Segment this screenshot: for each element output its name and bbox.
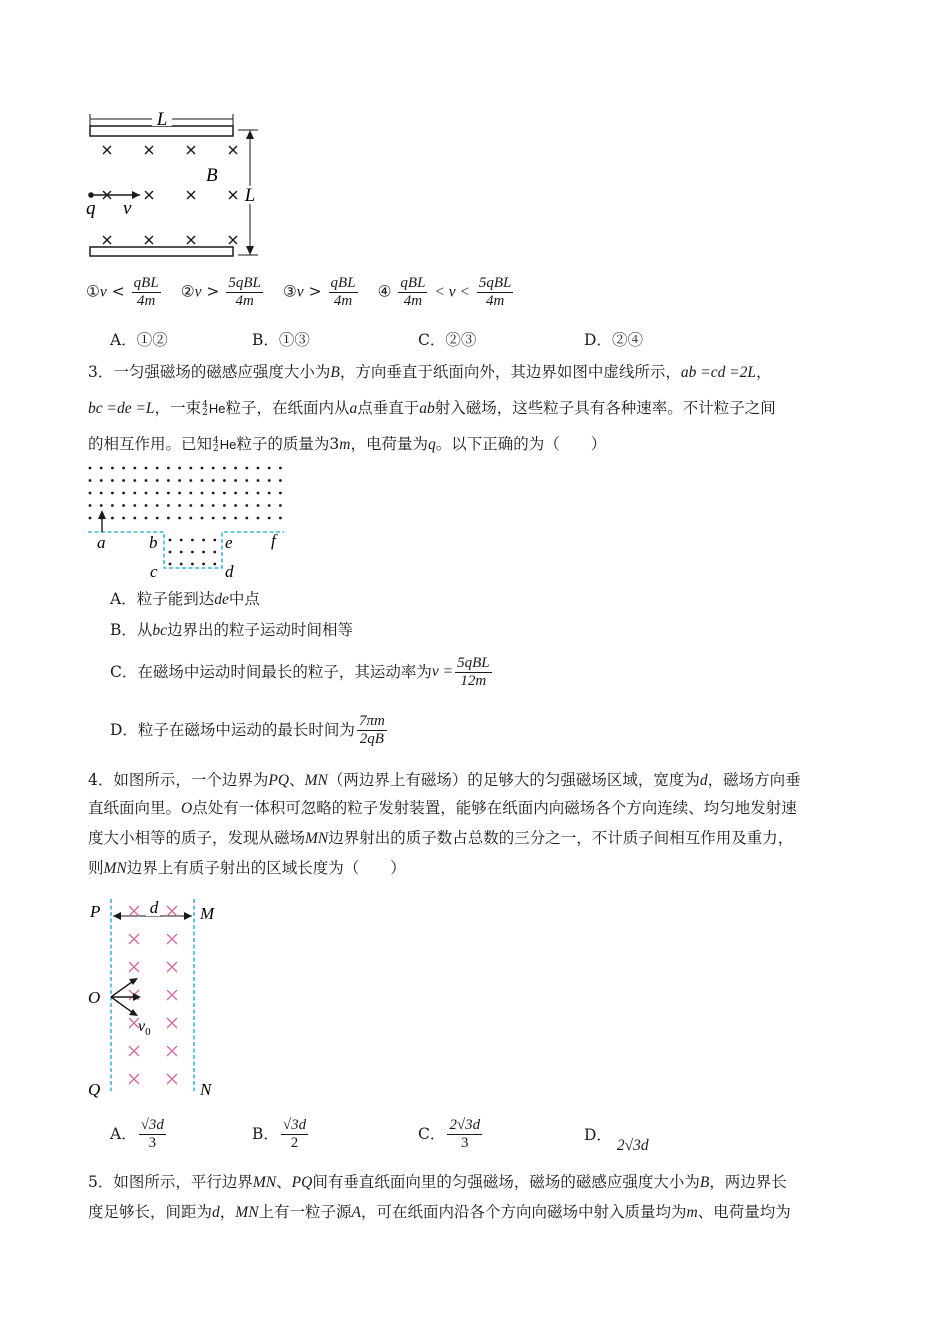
field-dot <box>133 517 136 520</box>
q3-label-b: b <box>149 533 158 552</box>
field-dot <box>133 504 136 507</box>
field-dot <box>213 539 216 542</box>
field-dot <box>189 479 192 482</box>
field-dot <box>191 539 194 542</box>
field-dot <box>178 479 181 482</box>
field-dot <box>111 504 114 507</box>
field-dot <box>145 479 148 482</box>
field-dot <box>133 467 136 470</box>
field-dot <box>156 504 159 507</box>
field-dot <box>122 504 125 507</box>
q2-option-a[interactable]: A．①② <box>110 331 168 349</box>
field-dot <box>167 492 170 495</box>
field-dot <box>213 551 216 554</box>
field-dot <box>89 467 92 470</box>
field-dot <box>111 517 114 520</box>
field-dot <box>223 504 226 507</box>
field-dot <box>279 517 282 520</box>
field-dot <box>122 479 125 482</box>
field-dot <box>156 479 159 482</box>
q2-option-c[interactable]: C．②③ <box>418 331 477 349</box>
q2-figure <box>80 108 280 268</box>
q3-stem-line1: 3．一匀强磁场的磁感应强度大小为B，方向垂直于纸面向外，其边界如图中虚线所示，ab =cd =2L， <box>88 363 772 381</box>
field-dot <box>279 479 282 482</box>
q3-figure <box>84 460 294 584</box>
field-dot <box>189 504 192 507</box>
field-dot <box>191 551 194 554</box>
field-dot <box>111 492 114 495</box>
q2-choice-1: ①v < $\frac{\text{qBL}}{4m}$ <box>86 274 159 309</box>
q3-stem-line2: bc =de =L，一束 4 2 He粒子，在纸面内从a点垂直于ab射入磁场，这些粒子具有各种速率。不计粒子之间 <box>88 399 776 418</box>
field-dot <box>89 504 92 507</box>
field-dot <box>189 467 192 470</box>
q2-choice-3: ③v > $\frac{\text{qBL}}{4m}$ <box>282 274 356 309</box>
q4-option-d[interactable]: D． 2√3d <box>584 1126 649 1154</box>
field-dot <box>202 551 205 554</box>
q2-label-L-top: L <box>156 109 168 130</box>
field-dot <box>201 504 204 507</box>
field-dot <box>201 479 204 482</box>
q4-option-b[interactable]: B． $\frac{√3d}{2}$ <box>252 1116 307 1151</box>
field-dot <box>223 467 226 470</box>
q4-option-a[interactable]: A． $\frac{√3d}{3}$ <box>110 1116 164 1151</box>
q2-choices <box>86 270 515 314</box>
q3-label-d: d <box>225 562 234 581</box>
field-dot <box>122 492 125 495</box>
field-dot <box>234 492 237 495</box>
q4-stem-line3: 度大小相等的质子，发现从磁场MN边界射出的质子数占总数的三分之一，不计质子间相互作用及重力， <box>88 829 794 847</box>
q4-label-P: P <box>90 902 101 921</box>
q2-option-d[interactable]: D．②④ <box>584 331 643 349</box>
field-dot <box>167 467 170 470</box>
q4-stem-line2: 直纸面向里。O点处有一体积可忽略的粒子发射装置，能够在纸面内向磁场各个方向连续、均匀地发射速 <box>88 799 797 817</box>
field-dot <box>245 492 248 495</box>
field-dot <box>178 517 181 520</box>
field-dot <box>212 517 215 520</box>
field-dot <box>257 467 260 470</box>
field-dot <box>257 479 260 482</box>
field-dot <box>100 479 103 482</box>
field-dot <box>178 504 181 507</box>
field-dot <box>122 467 125 470</box>
q3-option-c[interactable]: C．在磁场中运动时间最长的粒子，其运动率为 v = $\frac{\text{5qBL}}{12m}$ <box>110 654 490 689</box>
q3-option-b[interactable]: B．从bc边界出的粒子运动时间相等 <box>110 621 354 639</box>
field-dot <box>234 479 237 482</box>
field-dot <box>145 492 148 495</box>
field-dot <box>245 479 248 482</box>
field-dot <box>169 563 172 566</box>
field-dot <box>212 492 215 495</box>
q2-label-B: B <box>206 165 218 186</box>
field-dot <box>156 517 159 520</box>
q2-option-b[interactable]: B．①③ <box>252 331 310 349</box>
field-dot <box>145 504 148 507</box>
q3-label-a: a <box>97 533 106 552</box>
q4-stem-line1: 4．如图所示，一个边界为PQ、MN（两边界上有磁场）的足够大的匀强磁场区域，宽度为d，磁场方向垂 <box>88 771 801 789</box>
q2-choice-2: ②v > $\frac{\text{5qBL}}{4m}$ <box>180 274 261 309</box>
field-dot <box>245 517 248 520</box>
field-dot <box>201 467 204 470</box>
q2-label-q: q <box>86 198 96 219</box>
q3-label-e: e <box>225 533 233 552</box>
field-dot <box>122 517 125 520</box>
field-dot <box>145 517 148 520</box>
field-dot <box>189 492 192 495</box>
field-dot <box>178 492 181 495</box>
field-dot <box>245 467 248 470</box>
q4-stem-line4: 则MN边界上有质子射出的区域长度为（ ） <box>88 859 406 877</box>
field-dot <box>191 563 194 566</box>
field-dot <box>180 551 183 554</box>
field-dot <box>180 563 183 566</box>
field-dot <box>268 504 271 507</box>
q4-velocity-arrows <box>111 978 141 1016</box>
field-dot <box>178 467 181 470</box>
field-dot <box>223 517 226 520</box>
q2-label-v: v <box>123 198 132 219</box>
q4-label-Q: Q <box>88 1080 101 1099</box>
field-dot <box>257 492 260 495</box>
field-dot <box>133 492 136 495</box>
q2-choice-4: ④ $\frac{\text{qBL}}{4m}$ < v < $\frac{\text{5qBL}}{4m}$ <box>377 274 512 309</box>
q5-stem-line2: 度足够长，间距为d，MN上有一粒子源A，可在纸面内沿各个方向向磁场中射入质量均为m、电荷量均为 <box>88 1203 791 1221</box>
field-dot <box>245 504 248 507</box>
field-dot <box>100 492 103 495</box>
field-dot <box>167 504 170 507</box>
q3-label-c: c <box>150 562 158 581</box>
field-dot <box>212 479 215 482</box>
field-dot <box>201 517 204 520</box>
field-dot <box>268 492 271 495</box>
field-dot <box>111 467 114 470</box>
q4-figure <box>84 895 234 1105</box>
field-dot <box>223 492 226 495</box>
field-dot <box>279 504 282 507</box>
q3-label-f: f <box>271 531 276 550</box>
field-dot <box>223 479 226 482</box>
q3-option-a[interactable]: A．粒子能到达de中点 <box>110 590 260 608</box>
q3-stem-line3: 的相互作用。已知 4 2 He粒子的质量为3m，电荷量为q。以下正确的为（ ） <box>88 435 607 454</box>
field-dot <box>212 467 215 470</box>
q4-label-M: M <box>200 904 215 923</box>
field-dot <box>234 504 237 507</box>
field-dot <box>279 492 282 495</box>
field-dot <box>89 492 92 495</box>
field-dot <box>234 467 237 470</box>
q4-label-N: N <box>200 1080 212 1099</box>
field-dot <box>100 504 103 507</box>
field-dot <box>89 517 92 520</box>
field-dot <box>268 517 271 520</box>
field-dot <box>202 539 205 542</box>
field-dot <box>268 467 271 470</box>
field-dot <box>257 517 260 520</box>
q4-label-v0: $v_0$ <box>138 1018 151 1038</box>
field-dot <box>189 517 192 520</box>
field-dot <box>89 479 92 482</box>
field-dot <box>201 492 204 495</box>
field-dot <box>180 539 183 542</box>
field-dot <box>100 467 103 470</box>
field-dot <box>156 492 159 495</box>
field-dot <box>156 467 159 470</box>
q4-label-d: d <box>149 898 159 917</box>
field-dot <box>133 479 136 482</box>
field-dot <box>279 467 282 470</box>
q5-stem-line1: 5．如图所示，平行边界MN、PQ间有垂直纸面向里的匀强磁场，磁场的磁感应强度大小为B，两边界长 <box>88 1173 787 1191</box>
field-dot <box>167 479 170 482</box>
field-dot <box>234 517 237 520</box>
field-dot <box>145 467 148 470</box>
field-dot <box>169 539 172 542</box>
field-dot <box>257 504 260 507</box>
q4-label-O: O <box>88 988 101 1007</box>
field-dot <box>212 504 215 507</box>
field-dot <box>202 563 205 566</box>
field-dot <box>167 517 170 520</box>
field-dot <box>111 479 114 482</box>
field-dot <box>213 563 216 566</box>
field-dot <box>268 479 271 482</box>
q2-label-L-right: L <box>244 185 256 206</box>
field-dot <box>169 551 172 554</box>
q3-option-d[interactable]: D．粒子在磁场中运动的最长时间为 $\frac{7\pi m}{2qB}$ <box>110 712 385 747</box>
q4-option-c[interactable]: C． $\frac{2√3d}{3}$ <box>418 1116 481 1151</box>
